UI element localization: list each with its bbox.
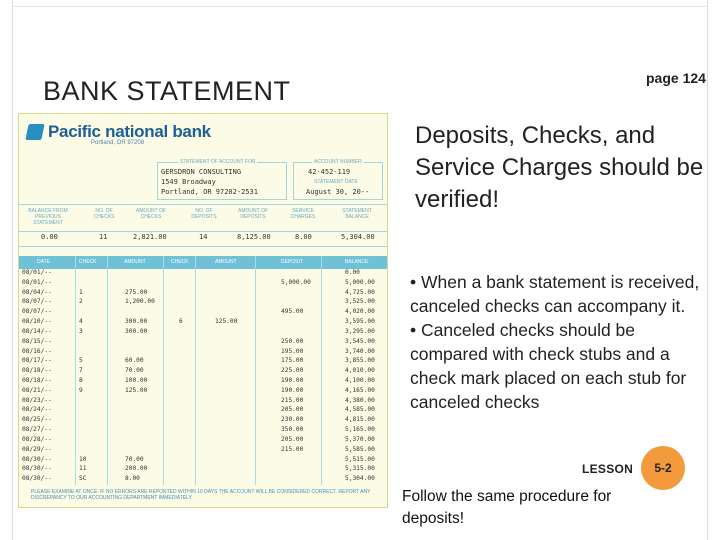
summary-header-cell: AMOUNT OF DEPOSITS bbox=[238, 208, 268, 220]
table-cell: 0.00 bbox=[345, 269, 360, 276]
column-header: AMOUNT bbox=[215, 259, 237, 265]
statement-date: August 30, 20-- bbox=[306, 188, 370, 196]
table-cell: 300.00 bbox=[125, 318, 148, 326]
table-cell: 08/07/-- bbox=[22, 298, 52, 306]
bank-name: Pacific national bank bbox=[48, 122, 211, 141]
frame-line-right bbox=[707, 0, 708, 540]
table-cell: 250.00 bbox=[281, 337, 304, 345]
table-row bbox=[19, 357, 387, 366]
table-cell: 4,165.00 bbox=[345, 386, 375, 394]
table-cell: 4,020.00 bbox=[345, 308, 375, 316]
table-row bbox=[19, 348, 387, 357]
column-header: DATE bbox=[37, 259, 50, 265]
table-cell: 08/10/-- bbox=[22, 318, 52, 326]
address-line-2: 1549 Broadway bbox=[161, 178, 216, 186]
bank-subtitle: Portland, OR 97208 bbox=[91, 140, 145, 146]
address-box bbox=[157, 159, 287, 200]
summary-value: 14 bbox=[199, 233, 208, 241]
table-cell: 100.00 bbox=[125, 377, 148, 384]
summary-value: 11 bbox=[99, 233, 108, 241]
table-row bbox=[19, 406, 387, 415]
footer-text: Follow the same procedure for deposits! bbox=[402, 488, 612, 527]
column-header: DEPOSIT bbox=[281, 259, 303, 265]
table-cell: 08/15/-- bbox=[22, 337, 52, 345]
table-cell: 3,525.00 bbox=[345, 298, 375, 306]
summary-header-cell: NO. OF DEPOSITS bbox=[191, 208, 217, 220]
table-row bbox=[19, 328, 387, 337]
table-cell: SC bbox=[79, 475, 87, 483]
table-cell: 5,515.00 bbox=[345, 455, 375, 463]
table-cell: 1 bbox=[79, 288, 83, 296]
table-cell: 5 bbox=[79, 357, 83, 365]
table-cell: 08/30/-- bbox=[22, 475, 52, 483]
table-row bbox=[19, 298, 387, 307]
column-header: BALANCE bbox=[345, 259, 369, 265]
table-row bbox=[19, 289, 387, 298]
frame-line-top bbox=[12, 6, 708, 7]
table-row bbox=[19, 269, 387, 278]
address-label: STATEMENT OF ACCOUNT FOR bbox=[180, 159, 256, 165]
table-cell: 275.00 bbox=[125, 288, 148, 296]
table-cell: 4,380.00 bbox=[345, 396, 375, 404]
table-cell: 08/28/-- bbox=[22, 435, 52, 443]
summary-value: 8,125.00 bbox=[237, 233, 271, 241]
table-cell: 08/30/-- bbox=[22, 455, 52, 463]
table-cell: 3,545.00 bbox=[345, 337, 375, 345]
table-cell: 3,855.00 bbox=[345, 357, 375, 365]
table-row bbox=[19, 475, 387, 484]
table-cell: 4,725.00 bbox=[345, 288, 375, 296]
table-cell: 08/18/-- bbox=[22, 367, 52, 375]
table-cell: 3,595.00 bbox=[345, 318, 375, 326]
table-row bbox=[19, 456, 387, 465]
table-cell: 08/01/-- bbox=[22, 278, 52, 286]
summary-value: 2,821.00 bbox=[133, 233, 167, 241]
bank-statement-image bbox=[18, 113, 388, 508]
transactions-table bbox=[19, 269, 387, 485]
table-cell: 5,165.00 bbox=[345, 426, 375, 434]
table-cell: 230.00 bbox=[281, 416, 304, 424]
table-cell: 08/16/-- bbox=[22, 347, 52, 355]
table-cell: 10 bbox=[79, 455, 87, 463]
table-cell: 5,000.00 bbox=[345, 278, 375, 286]
table-row bbox=[19, 426, 387, 435]
summary-value: 5,304.00 bbox=[341, 233, 375, 241]
lesson-number: 5-2 bbox=[654, 461, 672, 475]
column-header: CHECK bbox=[79, 259, 97, 265]
table-cell: 70.00 bbox=[125, 455, 144, 463]
date-label: STATEMENT DATE bbox=[314, 179, 358, 185]
table-row bbox=[19, 367, 387, 376]
summary-header-cell: AMOUNT OF CHECKS bbox=[136, 208, 166, 220]
slide-title: BANK STATEMENT bbox=[43, 76, 291, 106]
statement-footer-note: PLEASE EXAMINE AT ONCE. IF NO ERRORS ARE REPORTED WITHIN 10 DAYS THE ACCOUNT WILL BE CONSIDERED CORRECT. REPORT ANY DISCREPANCY TO OUR ACCOUNTING DEPARTMENT IMMEDIATELY. bbox=[31, 489, 371, 501]
table-cell: 300.00 bbox=[125, 327, 148, 335]
account-number: 42-452-119 bbox=[308, 168, 351, 176]
table-cell: 08/17/-- bbox=[22, 357, 52, 365]
table-cell: 4,010.00 bbox=[345, 367, 375, 375]
bullet-list bbox=[410, 270, 705, 414]
summary-value: 0.00 bbox=[41, 233, 58, 241]
table-cell: 08/30/-- bbox=[22, 465, 52, 473]
table-cell: 350.00 bbox=[281, 426, 304, 434]
table-cell: 8.00 bbox=[125, 475, 140, 483]
page-reference: page 124 bbox=[646, 70, 706, 86]
table-cell: 125.00 bbox=[125, 386, 148, 394]
table-cell: 215.00 bbox=[281, 396, 304, 404]
table-cell: 08/27/-- bbox=[22, 426, 52, 434]
table-row bbox=[19, 377, 387, 386]
column-header: CHECK bbox=[171, 259, 189, 265]
table-cell: 215.00 bbox=[281, 445, 304, 453]
table-cell: 08/18/-- bbox=[22, 377, 52, 384]
table-cell: 08/23/-- bbox=[22, 396, 52, 404]
summary-values bbox=[19, 230, 387, 247]
table-cell: 1,200.00 bbox=[125, 298, 155, 306]
table-cell: 11 bbox=[79, 465, 87, 473]
table-cell: 08/07/-- bbox=[22, 308, 52, 316]
bank-logo-icon bbox=[25, 124, 44, 140]
lesson-label: LESSON bbox=[582, 462, 634, 476]
table-cell: 4,100.00 bbox=[345, 377, 375, 384]
table-cell: 08/29/-- bbox=[22, 445, 52, 453]
table-row bbox=[19, 318, 387, 327]
frame-line-left bbox=[12, 0, 13, 540]
bullet-item: • Canceled checks should be compared with check stubs and a check mark placed on each stub for canceled checks bbox=[410, 320, 687, 412]
summary-header-cell: SERVICE CHARGES bbox=[290, 208, 316, 220]
table-cell: 190.00 bbox=[281, 377, 304, 384]
table-cell: 205.00 bbox=[281, 406, 304, 414]
table-cell: 190.00 bbox=[281, 386, 304, 394]
summary-header bbox=[19, 204, 387, 232]
table-row bbox=[19, 465, 387, 474]
table-cell: 200.00 bbox=[125, 465, 148, 473]
table-cell: 60.00 bbox=[125, 357, 144, 365]
table-cell: 8 bbox=[79, 377, 83, 384]
table-cell: 08/01/-- bbox=[22, 269, 52, 276]
bullet-item: • When a bank statement is received, canceled checks can accompany it. bbox=[410, 272, 700, 316]
table-cell: 9 bbox=[79, 386, 83, 394]
table-cell: 08/04/-- bbox=[22, 288, 52, 296]
table-cell: 175.00 bbox=[281, 357, 304, 365]
table-cell: 08/14/-- bbox=[22, 327, 52, 335]
table-cell: 5,000.00 bbox=[281, 278, 311, 286]
table-cell: 4,585.00 bbox=[345, 406, 375, 414]
table-row bbox=[19, 279, 387, 288]
summary-header-cell: BALANCE FROM PREVIOUS STATEMENT bbox=[28, 208, 68, 226]
table-row bbox=[19, 397, 387, 406]
table-cell: 08/25/-- bbox=[22, 416, 52, 424]
table-cell: 4,815.00 bbox=[345, 416, 375, 424]
summary-header-cell: STATEMENT BALANCE bbox=[342, 208, 372, 220]
table-cell: 225.00 bbox=[281, 367, 304, 375]
table-row bbox=[19, 446, 387, 455]
table-row bbox=[19, 416, 387, 425]
table-cell: 3 bbox=[79, 327, 83, 335]
table-row bbox=[19, 387, 387, 396]
table-cell: 08/24/-- bbox=[22, 406, 52, 414]
table-cell: 5,370.00 bbox=[345, 435, 375, 443]
table-cell: 5,304.00 bbox=[345, 475, 375, 483]
column-header: AMOUNT bbox=[124, 259, 146, 265]
table-cell: 495.00 bbox=[281, 308, 304, 316]
table-cell: 7 bbox=[79, 367, 83, 375]
table-cell: 3,295.00 bbox=[345, 327, 375, 335]
table-cell: 2 bbox=[79, 298, 83, 306]
account-label: ACCOUNT NUMBER bbox=[314, 159, 362, 165]
address-line-3: Portland, OR 97202-2531 bbox=[161, 188, 258, 196]
table-cell: 195.00 bbox=[281, 347, 304, 355]
table-cell: 70.00 bbox=[125, 367, 144, 375]
summary-value: 8.00 bbox=[295, 233, 312, 241]
table-cell: 205.00 bbox=[281, 435, 304, 443]
table-cell: 5,315.00 bbox=[345, 465, 375, 473]
slide-heading: Deposits, Checks, and Service Charges should be verified! bbox=[415, 122, 704, 213]
table-row bbox=[19, 436, 387, 445]
table-row bbox=[19, 308, 387, 317]
table-cell: 125.00 bbox=[215, 318, 238, 326]
table-cell: 5,585.00 bbox=[345, 445, 375, 453]
summary-header-cell: NO. OF CHECKS bbox=[93, 208, 115, 220]
table-row bbox=[19, 338, 387, 347]
table-cell: 6 bbox=[179, 318, 183, 326]
table-cell: 3,740.00 bbox=[345, 347, 375, 355]
address-line-1: GERSDRON CONSULTING bbox=[161, 168, 242, 176]
account-box bbox=[293, 159, 383, 200]
table-cell: 08/21/-- bbox=[22, 386, 52, 394]
table-cell: 4 bbox=[79, 318, 83, 326]
